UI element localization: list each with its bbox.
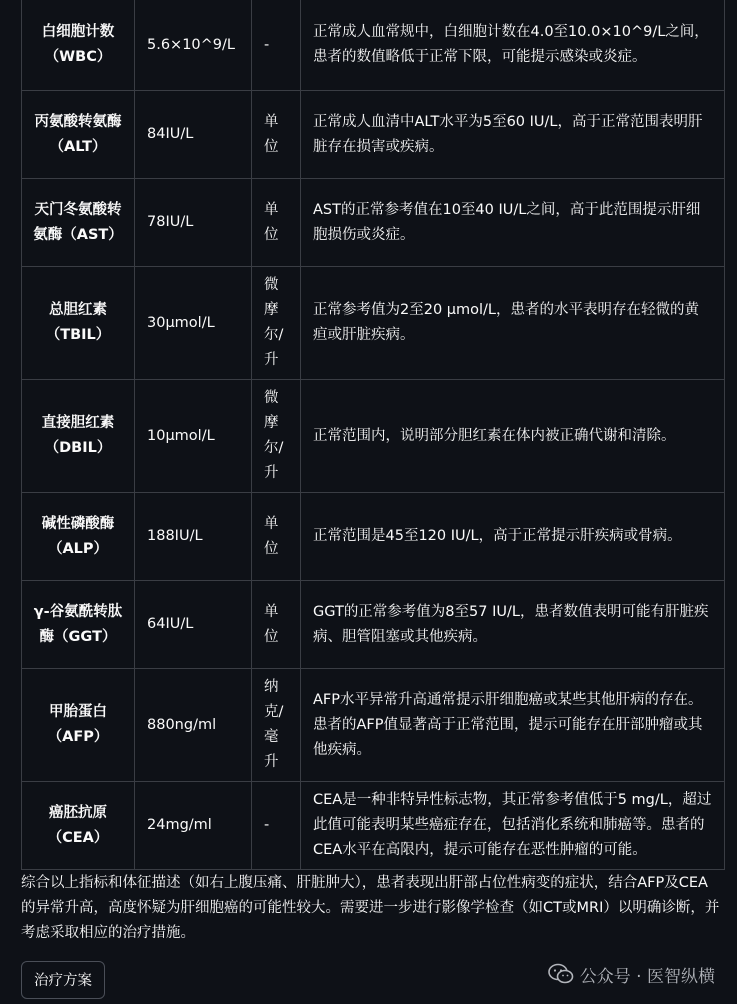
indicator-description: AFP水平异常升高通常提示肝细胞癌或某些其他肝病的存在。患者的AFP值显著高于正常范围，提示可能存在肝部肿瘤或其他疾病。 [301, 669, 725, 782]
indicator-value: 10μmol/L [135, 380, 252, 493]
indicator-description: 正常参考值为2至20 μmol/L，患者的水平表明存在轻微的黄疸或肝脏疾病。 [301, 267, 725, 380]
indicator-unit: 单位 [252, 493, 301, 581]
indicator-name: 甲胎蛋白（AFP） [22, 669, 135, 782]
table-row [22, 581, 725, 669]
indicator-value: 5.6×10^9/L [135, 0, 252, 91]
indicator-value: 24mg/ml [135, 782, 252, 870]
indicator-value: 30μmol/L [135, 267, 252, 380]
wechat-icon [548, 963, 574, 985]
indicator-name: 碱性磷酸酶（ALP） [22, 493, 135, 581]
indicator-name: 总胆红素（TBIL） [22, 267, 135, 380]
indicator-unit: - [252, 0, 301, 91]
watermark [548, 961, 715, 987]
diagnosis-summary: 综合以上指标和体征描述（如右上腹压痛、肝脏肿大），患者表现出肝部占位性病变的症状，结合AFP及CEA的异常升高，高度怀疑为肝细胞癌的可能性较大。需要进一步进行影像学检查（如CT或MRI）以明确诊断，并考虑采取相应的治疗措施。 [21, 875, 720, 941]
lab-results-table-container [21, 0, 725, 870]
table-row [22, 91, 725, 179]
indicator-unit: 单位 [252, 91, 301, 179]
table-row [22, 380, 725, 493]
treatment-plan-button[interactable]: 治疗方案 [21, 961, 105, 999]
indicator-unit: 纳克/毫升 [252, 669, 301, 782]
indicator-unit: 微摩尔/升 [252, 380, 301, 493]
indicator-description: 正常成人血清中ALT水平为5至60 IU/L，高于正常范围表明肝脏存在损害或疾病。 [301, 91, 725, 179]
indicator-unit: - [252, 782, 301, 870]
indicator-description: AST的正常参考值在10至40 IU/L之间，高于此范围提示肝细胞损伤或炎症。 [301, 179, 725, 267]
indicator-name: 丙氨酸转氨酶（ALT） [22, 91, 135, 179]
table-row [22, 0, 725, 91]
indicator-name: 直接胆红素（DBIL） [22, 380, 135, 493]
indicator-value: 64IU/L [135, 581, 252, 669]
table-row [22, 267, 725, 380]
table-row [22, 493, 725, 581]
indicator-unit: 微摩尔/升 [252, 267, 301, 380]
table-row [22, 782, 725, 870]
indicator-description: GGT的正常参考值为8至57 IU/L，患者数值表明可能有肝脏疾病、胆管阻塞或其他疾病。 [301, 581, 725, 669]
table-row [22, 669, 725, 782]
indicator-description: 正常范围是45至120 IU/L，高于正常提示肝疾病或骨病。 [301, 493, 725, 581]
table-row [22, 179, 725, 267]
indicator-name: 白细胞计数（WBC） [22, 0, 135, 91]
indicator-description: 正常范围内，说明部分胆红素在体内被正确代谢和清除。 [301, 380, 725, 493]
indicator-name: 天门冬氨酸转氨酶（AST） [22, 179, 135, 267]
indicator-unit: 单位 [252, 179, 301, 267]
watermark-text: 公众号 · 医智纵横 [579, 966, 715, 987]
indicator-value: 880ng/ml [135, 669, 252, 782]
indicator-name: 癌胚抗原（CEA） [22, 782, 135, 870]
lab-results-table [21, 0, 725, 870]
indicator-value: 188IU/L [135, 493, 252, 581]
indicator-unit: 单位 [252, 581, 301, 669]
indicator-value: 78IU/L [135, 179, 252, 267]
indicator-name: γ-谷氨酰转肽酶（GGT） [22, 581, 135, 669]
indicator-description: CEA是一种非特异性标志物，其正常参考值低于5 mg/L，超过此值可能表明某些癌症存在，包括消化系统和肺癌等。患者的CEA水平在高限内，提示可能存在恶性肿瘤的可能。 [301, 782, 725, 870]
indicator-description: 正常成人血常规中，白细胞计数在4.0至10.0×10^9/L之间，患者的数值略低于正常下限，可能提示感染或炎症。 [301, 0, 725, 91]
indicator-value: 84IU/L [135, 91, 252, 179]
